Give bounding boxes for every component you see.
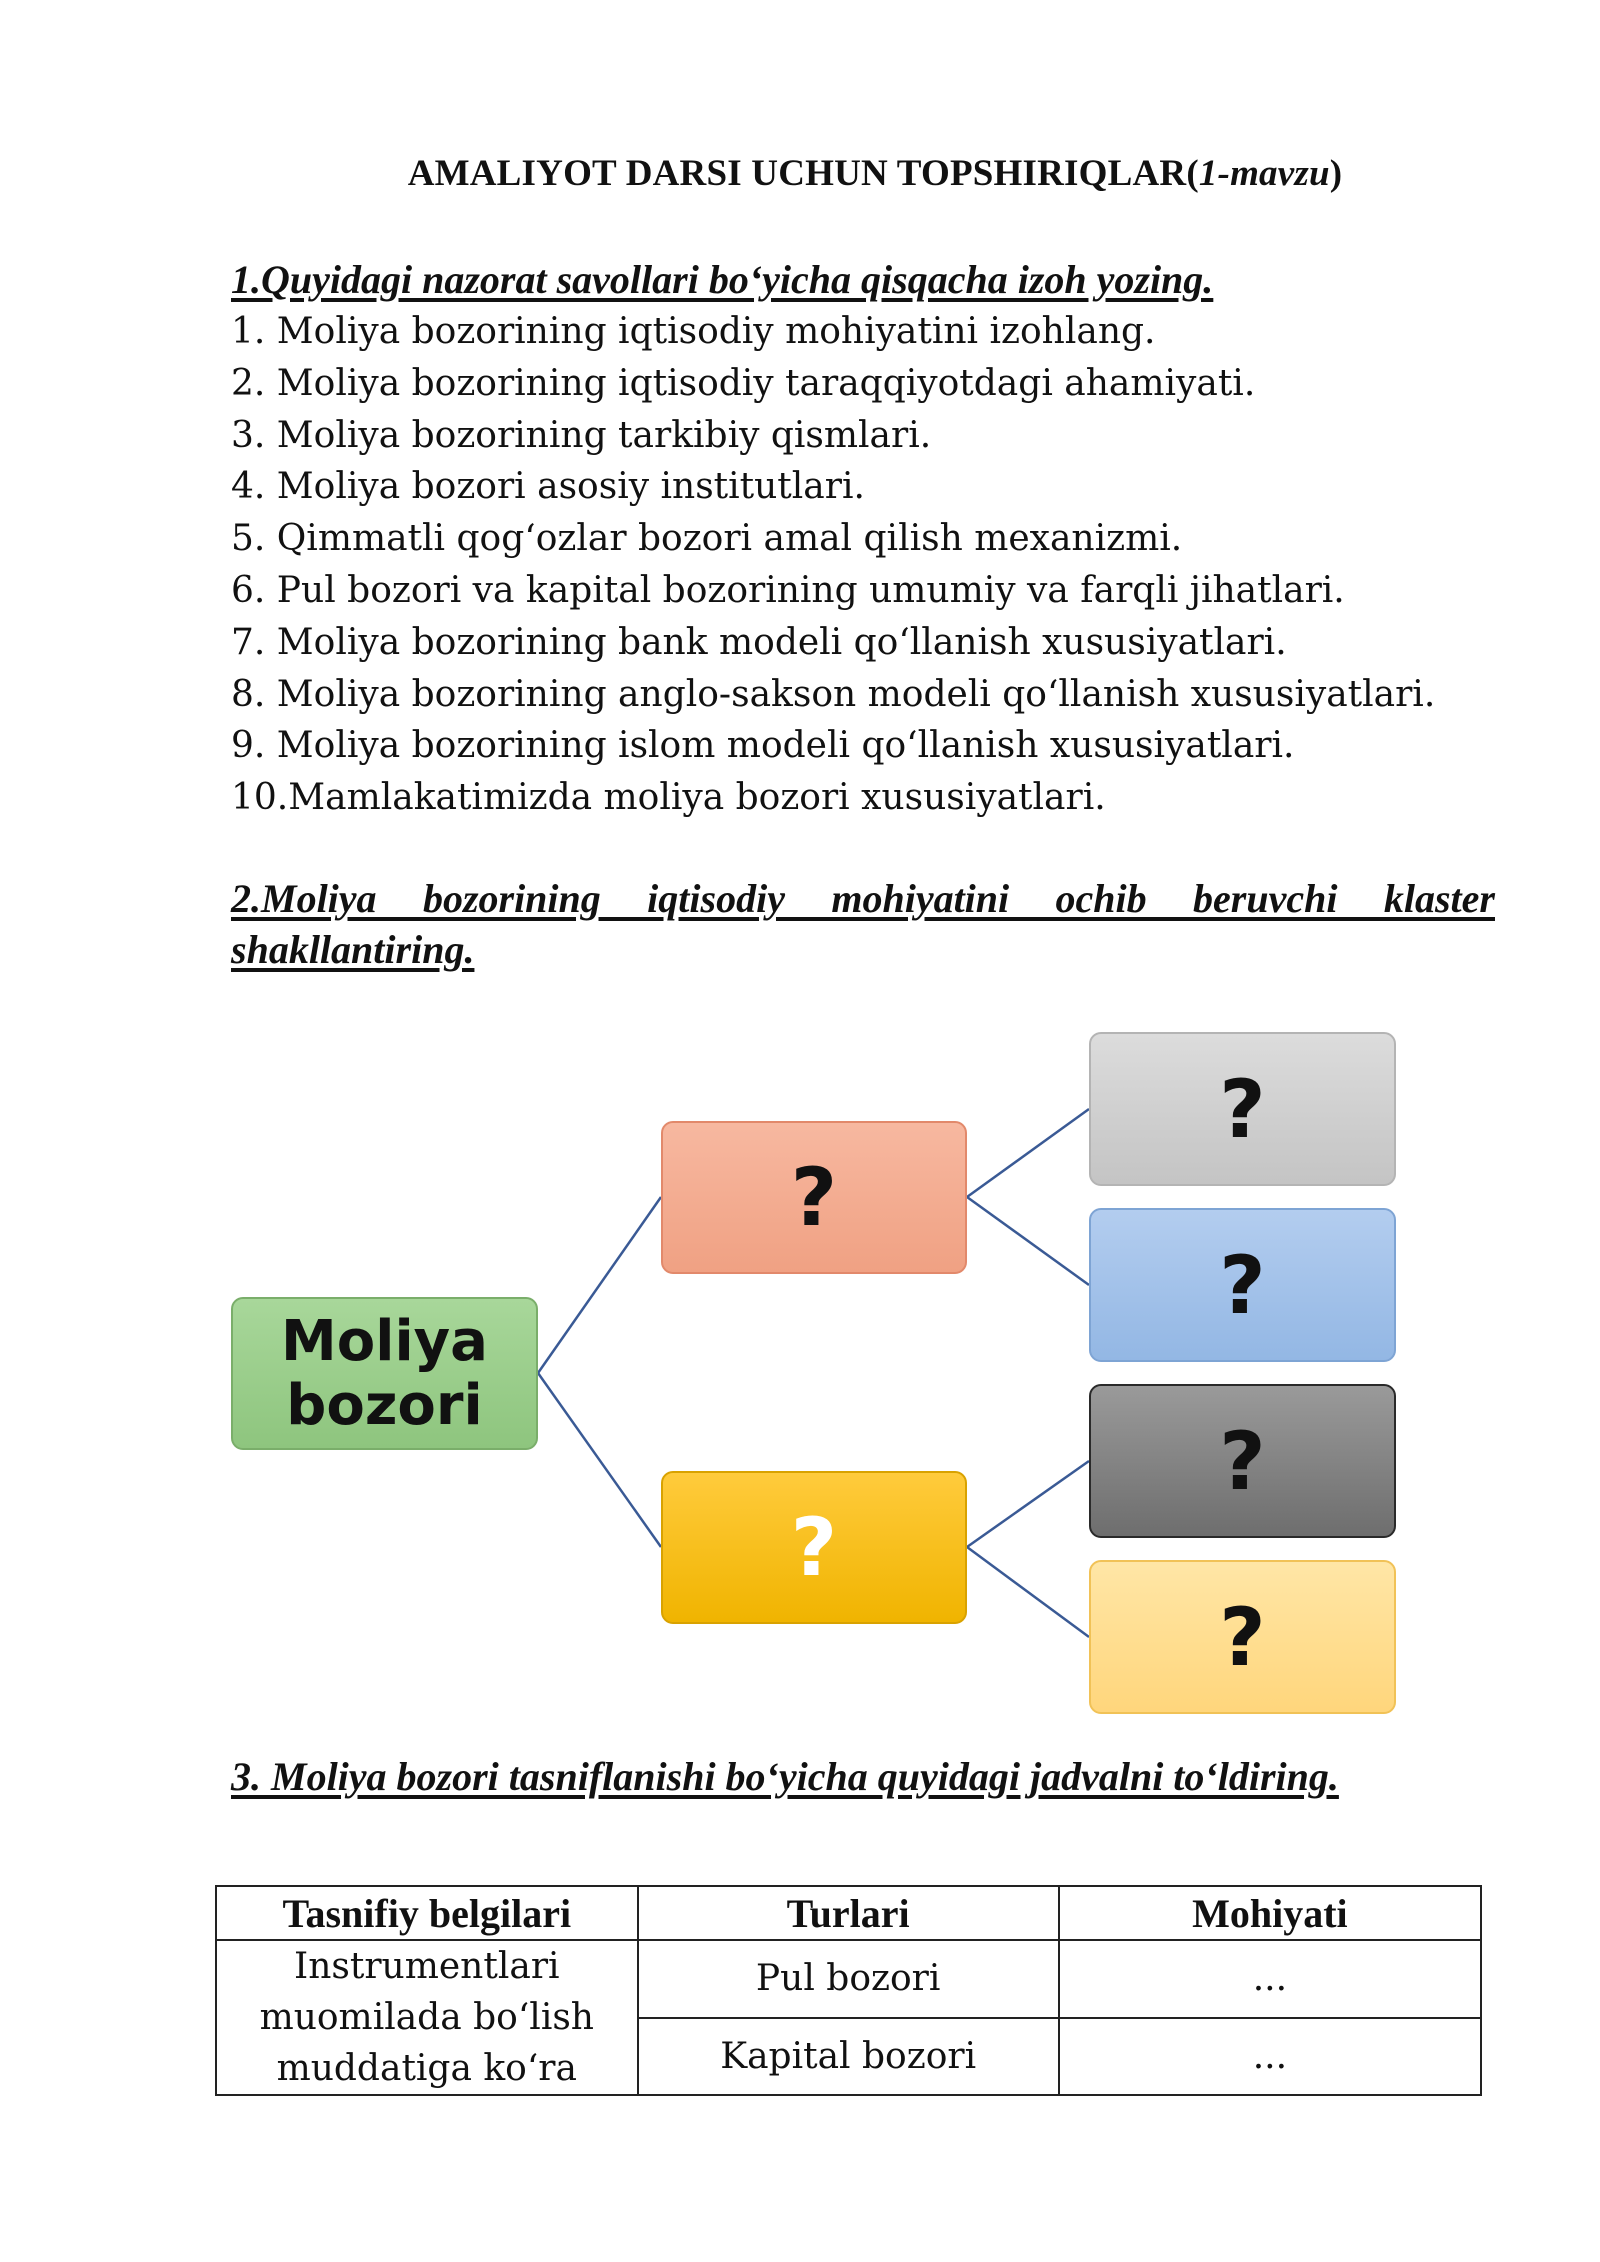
criterion-line: muomilada bo‘lish — [259, 1997, 594, 2038]
list-item: 4. Moliya bozori asosiy institutlari. — [231, 466, 865, 508]
table-header-row — [216, 1886, 1481, 1940]
title-topic: 1-mavzu — [1198, 153, 1330, 194]
table-row — [216, 1940, 1481, 2018]
list-item: 7. Moliya bozorining bank modeli qo‘llanish xususiyatlari. — [231, 621, 1287, 663]
section3-heading: 3. Moliya bozori tasniflanishi bo‘yicha quyidagi jadvalni to‘ldiring. — [231, 1754, 1339, 1799]
essence-cell[interactable]: ... — [1059, 2018, 1481, 2096]
header-essence: Mohiyati — [1059, 1886, 1481, 1940]
list-item: 9. Moliya bozorining islom modeli qo‘llanish xususiyatlari. — [231, 725, 1295, 767]
connector-line — [967, 1461, 1089, 1547]
cluster-branch-top: ? — [661, 1121, 967, 1274]
cluster-leaf-3: ? — [1089, 1384, 1396, 1538]
list-item: 10.Mamlakatimizda moliya bozori xususiyatlari. — [231, 777, 1106, 819]
classification-table — [215, 1885, 1482, 2096]
cluster-leaf-4: ? — [1089, 1560, 1396, 1714]
list-item: 1. Moliya bozorining iqtisodiy mohiyatini izohlang. — [231, 311, 1156, 352]
criterion-cell — [216, 1940, 638, 2095]
list-item: 2. Moliya bozorining iqtisodiy taraqqiyotdagi ahamiyati. — [231, 362, 1256, 404]
connector-line — [967, 1197, 1089, 1285]
section2-heading: 2.Moliya bozorining iqtisodiy mohiyatini ochib beruvchi klaster shakllantiring. — [231, 876, 1495, 972]
connector-line — [538, 1373, 661, 1547]
header-types: Turlari — [638, 1886, 1059, 1940]
list-item: 6. Pul bozori va kapital bozorining umumiy va farqli jihatlari. — [231, 569, 1345, 611]
section1-heading: 1.Quyidagi nazorat savollari bo‘yicha qisqacha izoh yozing. — [231, 257, 1214, 302]
title-main: AMALIYOT DARSI UCHUN TOPSHIRIQLAR( — [407, 153, 1199, 194]
header-criteria: Tasnifiy belgilari — [216, 1886, 638, 1940]
cluster-leaf-2: ? — [1089, 1208, 1396, 1362]
list-item: 3. Moliya bozorining tarkibiy qismlari. — [231, 414, 932, 456]
connector-line — [538, 1197, 661, 1373]
type-cell: Pul bozori — [638, 1940, 1059, 2018]
root-label-line1: Moliya — [281, 1308, 488, 1374]
connector-line — [967, 1109, 1089, 1197]
criterion-line: Instrumentlari — [294, 1946, 560, 1987]
cluster-root-node — [231, 1297, 538, 1450]
title-close: ) — [1329, 153, 1343, 194]
connector-line — [967, 1547, 1089, 1637]
list-item: 5. Qimmatli qog‘ozlar bozori amal qilish mexanizmi. — [231, 518, 1183, 560]
type-cell: Kapital bozori — [638, 2018, 1059, 2096]
essence-cell[interactable]: ... — [1059, 1940, 1481, 2018]
criterion-line: muddatiga ko‘ra — [276, 2048, 577, 2089]
cluster-leaf-1: ? — [1089, 1032, 1396, 1186]
root-label-line2: bozori — [286, 1372, 483, 1438]
cluster-branch-bottom: ? — [661, 1471, 967, 1624]
list-item: 8. Moliya bozorining anglo-sakson modeli qo‘llanish xususiyatlari. — [231, 673, 1436, 715]
